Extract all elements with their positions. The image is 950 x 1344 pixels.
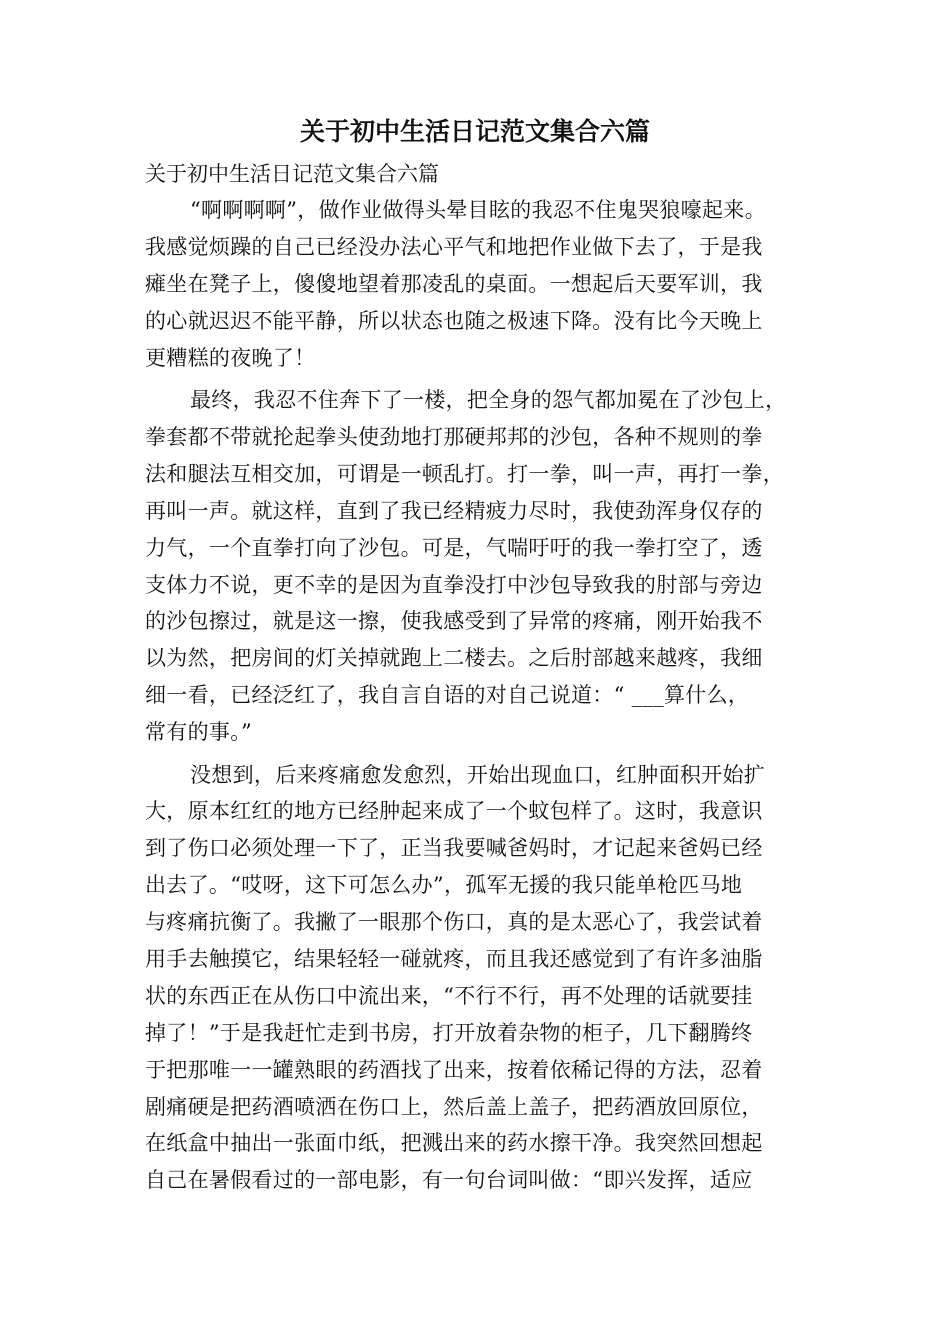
paragraph xyxy=(145,757,815,1200)
paragraph-line: 于把那唯一一罐熟眼的药酒找了出来，按着依稀记得的方法，忍着 xyxy=(145,1057,763,1082)
paragraph-line: 没想到，后来疼痛愈发愈烈，开始出现血口，红肿面积开始扩 xyxy=(190,762,766,787)
paragraph-line: 以为然，把房间的灯关掉就跑上二楼去。之后肘部越来越疼，我细 xyxy=(145,646,763,671)
paragraph-line: 拳套都不带就抡起拳头使劲地打那硬邦邦的沙包，各种不规则的拳 xyxy=(145,424,763,449)
paragraph-line: 的心就迟迟不能平静，所以状态也随之极速下降。没有比今天晚上 xyxy=(145,308,763,333)
paragraph-line: 与疼痛抗衡了。我撇了一眼那个伤口，真的是太恶心了，我尝试着 xyxy=(145,910,763,935)
paragraph-line: 常有的事。” xyxy=(145,720,253,745)
paragraph-line: 瘫坐在凳子上，傻傻地望着那凌乱的桌面。一想起后天要军训，我 xyxy=(145,271,763,296)
paragraph-line: 自己在暑假看过的一部电影，有一句台词叫做：“即兴发挥，适应 xyxy=(145,1168,753,1193)
paragraph-line: 掉了！”于是我赶忙走到书房，打开放着杂物的柜子，几下翻腾终 xyxy=(145,1020,753,1045)
paragraph-line: 用手去触摸它，结果轻轻一碰就疼，而且我还感觉到了有许多油脂 xyxy=(145,947,763,971)
document-subtitle: 关于初中生活日记范文集合六篇 xyxy=(145,162,439,186)
paragraph-line: 支体力不说，更不幸的是因为直拳没打中沙包导致我的肘部与旁边 xyxy=(145,572,763,597)
paragraph-line: 的沙包擦过，就是这一擦，使我感受到了异常的疼痛，刚开始我不 xyxy=(145,609,763,634)
paragraph-line: 剧痛硬是把药酒喷洒在伤口上，然后盖上盖子，把药酒放回原位， xyxy=(145,1094,763,1119)
document-title: 关于初中生活日记范文集合六篇 xyxy=(299,117,650,146)
paragraph-line: 在纸盒中抽出一张面巾纸，把溅出来的药水擦干净。我突然回想起 xyxy=(145,1131,763,1156)
paragraph-line: 大，原本红红的地方已经肿起来成了一个蚊包样了。这时，我意识 xyxy=(145,799,763,824)
paragraph-line: 法和腿法互相交加，可谓是一顿乱打。打一拳，叫一声，再打一拳， xyxy=(145,461,784,486)
paragraph-line: 力气，一个直拳打向了沙包。可是，气喘吁吁的我一拳打空了，透 xyxy=(145,535,763,560)
paragraph-line: 出去了。“哎呀，这下可怎么办”，孤军无援的我只能单枪匹马地 xyxy=(145,873,743,898)
paragraph-line: 状的东西正在从伤口中流出来，“不行不行，再不处理的话就要挂 xyxy=(145,983,753,1008)
paragraph-line: 我感觉烦躁的自己已经没办法心平气和地把作业做下去了，于是我 xyxy=(145,234,763,259)
paragraph-line: 最终，我忍不住奔下了一楼，把全身的怨气都加冕在了沙包上， xyxy=(190,388,787,413)
paragraph-line: “啊啊啊啊”，做作业做得头晕目眩的我忍不住鬼哭狼嚎起来。 xyxy=(190,198,766,222)
paragraph-line: 再叫一声。就这样，直到了我已经精疲力尽时，我使劲浑身仅存的 xyxy=(145,498,763,523)
paragraph xyxy=(145,382,815,751)
paragraph-line: 到了伤口必须处理一下了，正当我要喊爸妈时，才记起来爸妈已经 xyxy=(145,836,763,861)
paragraph xyxy=(145,192,815,376)
paragraph-line: 细一看，已经泛红了，我自言自语的对自己说道：“ ___算什么， xyxy=(145,683,750,708)
document-body xyxy=(145,192,815,1199)
paragraph-line: 更糟糕的夜晚了！ xyxy=(145,345,316,370)
